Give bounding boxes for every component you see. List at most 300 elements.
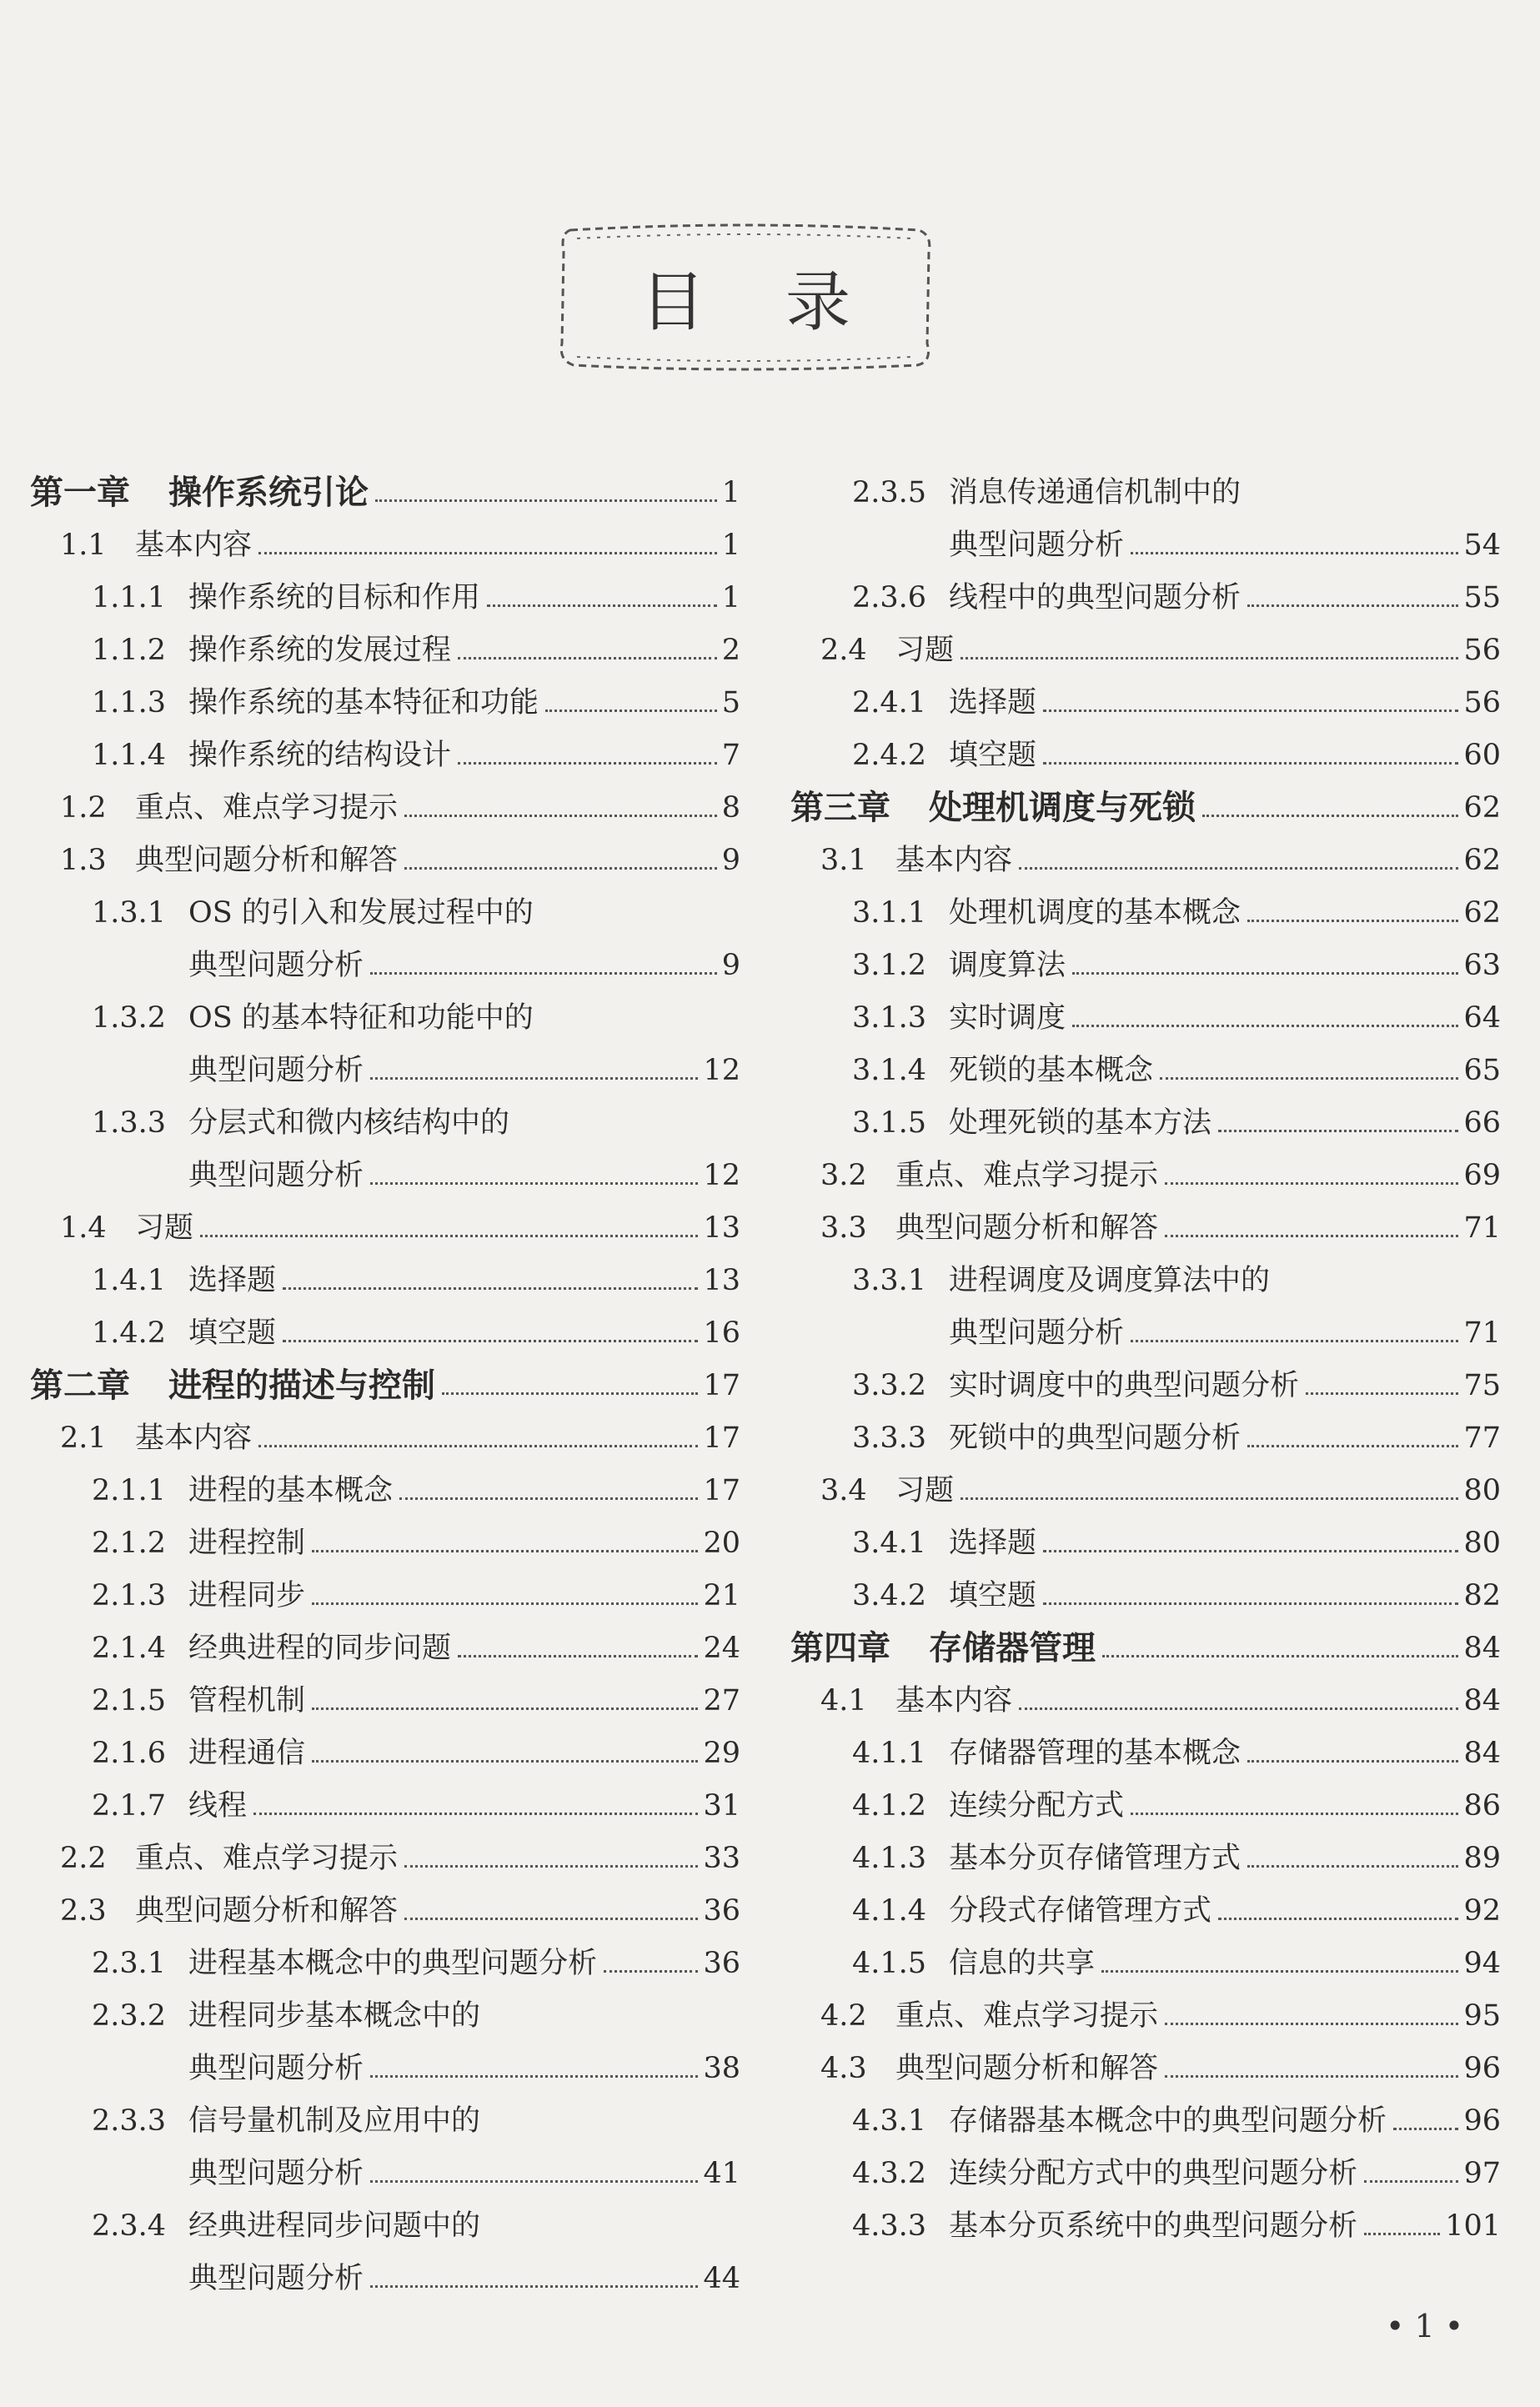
dot-leader xyxy=(1043,762,1458,765)
dot-leader xyxy=(1364,2180,1458,2183)
toc-entry-number: 1.1.4 xyxy=(92,739,167,772)
toc-entry-title: OS 的引入和发展过程中的 xyxy=(188,896,534,930)
toc-entry[interactable] xyxy=(30,1036,740,1089)
toc-entry-number: 1.3.3 xyxy=(92,1106,167,1140)
toc-entry-number: 3.4.2 xyxy=(852,1579,927,1612)
dot-leader xyxy=(1019,1707,1458,1710)
toc-entry[interactable] xyxy=(30,1667,740,1719)
toc-entry-page: 20 xyxy=(703,1527,740,1560)
toc-entry[interactable] xyxy=(30,2034,740,2087)
toc-entry[interactable] xyxy=(30,1404,740,1457)
toc-entry[interactable] xyxy=(30,1509,740,1562)
toc-entry-page: 17 xyxy=(703,1422,740,1455)
toc-entry-number: 3.3.2 xyxy=(852,1369,927,1402)
toc-entry[interactable] xyxy=(790,1982,1501,2034)
toc-entry-title: 习题 xyxy=(895,1474,955,1507)
dot-leader xyxy=(1043,1602,1458,1605)
toc-entry-page: 9 xyxy=(721,844,740,877)
toc-entry-page: 69 xyxy=(1463,1159,1501,1192)
toc-entry-title: 重点、难点学习提示 xyxy=(895,1999,1159,2033)
toc-entry-title: 操作系统的目标和作用 xyxy=(188,581,481,614)
toc-entry-number: 1.1 xyxy=(60,529,107,562)
toc-entry-page: 94 xyxy=(1463,1947,1501,1980)
dot-leader xyxy=(283,1340,698,1342)
toc-entry-number: 2.4 xyxy=(820,634,867,667)
toc-entry-page: 62 xyxy=(1463,844,1501,877)
toc-entry-page: 101 xyxy=(1445,2209,1501,2243)
toc-right-column xyxy=(790,459,1501,2244)
toc-entry[interactable] xyxy=(790,564,1501,616)
dot-leader xyxy=(604,1970,698,1973)
toc-entry-page: 7 xyxy=(721,739,740,772)
toc-entry[interactable] xyxy=(30,1772,740,1824)
title-char-1: 目 xyxy=(640,265,705,340)
toc-entry-title: 存储器管理 xyxy=(929,1629,1096,1667)
toc-entry-number: 4.1.4 xyxy=(852,1894,927,1928)
toc-entry[interactable] xyxy=(30,1457,740,1509)
toc-entry-page: 1 xyxy=(721,476,740,509)
toc-entry[interactable] xyxy=(30,1562,740,1614)
toc-entry-title: 操作系统的基本特征和功能 xyxy=(188,686,539,720)
toc-entry[interactable] xyxy=(790,1246,1501,1299)
toc-entry[interactable] xyxy=(790,2139,1501,2192)
toc-entry-title: 进程同步 xyxy=(188,1579,306,1612)
toc-entry-title: 典型问题分析 xyxy=(949,1316,1125,1350)
toc-entry-title: 典型问题分析和解答 xyxy=(895,1211,1159,1245)
toc-entry-number: 2.3.2 xyxy=(92,1999,167,2033)
toc-entry-title: 操作系统的结构设计 xyxy=(188,739,452,772)
toc-entry-page: 97 xyxy=(1463,2157,1501,2190)
dot-leader xyxy=(1247,604,1458,607)
dot-leader xyxy=(1165,2023,1458,2025)
toc-entry-number: 2.3.6 xyxy=(852,581,927,614)
toc-entry-title: 操作系统的发展过程 xyxy=(188,634,452,667)
toc-entry[interactable] xyxy=(30,1194,740,1246)
toc-entry-page: 13 xyxy=(703,1211,740,1245)
toc-entry-number: 1.4.1 xyxy=(92,1264,167,1297)
toc-entry-title: 基本分页系统中的典型问题分析 xyxy=(949,2209,1358,2243)
toc-entry-page: 62 xyxy=(1463,896,1501,930)
toc-entry[interactable] xyxy=(30,984,740,1036)
dot-leader xyxy=(370,2180,698,2183)
toc-entry-number: 1.2 xyxy=(60,791,107,825)
toc-entry[interactable] xyxy=(790,931,1501,984)
toc-entry-page: 63 xyxy=(1463,949,1501,982)
toc-entry[interactable] xyxy=(30,1982,740,2034)
toc-entry-page: 65 xyxy=(1463,1054,1501,1087)
toc-entry-page: 71 xyxy=(1463,1316,1501,1350)
toc-entry-page: 62 xyxy=(1463,791,1501,825)
toc-entry-title: 连续分配方式 xyxy=(949,1789,1125,1823)
dot-leader xyxy=(458,1655,698,1657)
toc-entry-number: 4.1.5 xyxy=(852,1947,927,1980)
toc-entry-title: 基本内容 xyxy=(895,844,1013,877)
toc-entry-number: 2.1.2 xyxy=(92,1527,167,1560)
toc-entry[interactable] xyxy=(30,2087,740,2139)
dot-leader xyxy=(370,1077,698,1080)
dot-leader xyxy=(258,1445,698,1447)
toc-entry-number: 4.1.1 xyxy=(852,1737,927,1770)
toc-entry-number: 2.1 xyxy=(60,1422,107,1455)
toc-entry[interactable] xyxy=(30,1614,740,1667)
toc-entry-page: 1 xyxy=(721,529,740,562)
page-number: • 1 • xyxy=(1386,2308,1464,2344)
dot-leader xyxy=(1218,1918,1458,1920)
dot-leader xyxy=(370,2075,698,2078)
toc-entry[interactable] xyxy=(30,1877,740,1929)
toc-entry-title: 典型问题分析 xyxy=(188,949,364,982)
toc-entry-page: 17 xyxy=(703,1369,740,1402)
toc-entry-page: 84 xyxy=(1463,1684,1501,1717)
toc-entry-number: 1.4.2 xyxy=(92,1316,167,1350)
toc-entry-title: 典型问题分析 xyxy=(949,529,1125,562)
dot-leader xyxy=(1218,1130,1458,1132)
toc-entry-title: 重点、难点学习提示 xyxy=(135,1842,399,1875)
toc-entry-title: 操作系统引论 xyxy=(168,474,369,512)
toc-entry-title: 进程控制 xyxy=(188,1527,306,1560)
toc-entry-page: 95 xyxy=(1463,1999,1501,2033)
toc-entry[interactable] xyxy=(790,879,1501,931)
toc-entry-title: 连续分配方式中的典型问题分析 xyxy=(949,2157,1358,2190)
toc-entry[interactable] xyxy=(790,1929,1501,1982)
toc-entry-page: 41 xyxy=(703,2157,740,2190)
dot-leader xyxy=(1131,552,1458,554)
toc-entry-page: 86 xyxy=(1463,1789,1501,1823)
toc-entry-page: 13 xyxy=(703,1264,740,1297)
dot-leader xyxy=(487,604,717,607)
toc-entry-number: 2.3 xyxy=(60,1894,107,1928)
toc-entry-number: 3.4 xyxy=(820,1474,867,1507)
toc-entry-page: 56 xyxy=(1463,634,1501,667)
toc-entry-page: 2 xyxy=(721,634,740,667)
toc-entry-number: 4.1 xyxy=(820,1684,867,1717)
toc-entry-number: 4.3.2 xyxy=(852,2157,927,2190)
toc-entry-page: 92 xyxy=(1463,1894,1501,1928)
toc-entry[interactable] xyxy=(790,459,1501,511)
toc-entry-title: 进程同步基本概念中的 xyxy=(188,1999,481,2033)
toc-entry[interactable] xyxy=(790,616,1501,669)
toc-entry-title: 填空题 xyxy=(188,1316,277,1350)
toc-entry[interactable] xyxy=(790,721,1501,774)
toc-entry-page: 60 xyxy=(1463,739,1501,772)
toc-entry[interactable] xyxy=(30,1824,740,1877)
toc-entry-page: 36 xyxy=(703,1894,740,1928)
toc-entry-page: 71 xyxy=(1463,1211,1501,1245)
toc-entry-page: 27 xyxy=(703,1684,740,1717)
toc-entry-number: 3.1 xyxy=(820,844,867,877)
toc-entry[interactable] xyxy=(790,511,1501,564)
toc-entry-title: 典型问题分析和解答 xyxy=(135,844,399,877)
toc-entry[interactable] xyxy=(30,879,740,931)
toc-entry[interactable] xyxy=(30,2139,740,2192)
dot-leader xyxy=(1202,815,1458,817)
toc-entry-title: 基本内容 xyxy=(895,1684,1013,1717)
toc-entry-number: 3.3.3 xyxy=(852,1422,927,1455)
toc-entry[interactable] xyxy=(790,2087,1501,2139)
toc-entry-title: 典型问题分析 xyxy=(188,2157,364,2190)
toc-chapter-entry[interactable] xyxy=(30,1351,740,1404)
toc-entry-page: 66 xyxy=(1463,1106,1501,1140)
toc-entry-number: 2.2 xyxy=(60,1842,107,1875)
toc-entry-number: 2.3.1 xyxy=(92,1947,167,1980)
toc-entry-title: 进程的描述与控制 xyxy=(168,1366,435,1405)
toc-entry[interactable] xyxy=(790,1824,1501,1877)
toc-entry-title: 管程机制 xyxy=(188,1684,306,1717)
toc-entry-title: 经典进程的同步问题 xyxy=(188,1632,452,1665)
dot-leader xyxy=(961,657,1458,659)
toc-entry-page: 80 xyxy=(1463,1474,1501,1507)
toc-entry-page: 64 xyxy=(1463,1001,1501,1035)
toc-entry-page: 44 xyxy=(703,2262,740,2295)
toc-entry[interactable] xyxy=(30,1089,740,1141)
dot-leader xyxy=(1101,1970,1458,1973)
dot-leader xyxy=(1072,972,1458,975)
dot-leader xyxy=(1165,2075,1458,2078)
toc-entry-title: 进程通信 xyxy=(188,1737,306,1770)
toc-left-column xyxy=(30,459,740,2297)
page-title xyxy=(552,218,939,375)
dot-leader xyxy=(404,867,717,870)
toc-entry-number: 第三章 xyxy=(790,789,890,827)
toc-entry-title: 习题 xyxy=(135,1211,194,1245)
toc-entry-number: 3.3.1 xyxy=(852,1264,927,1297)
toc-entry-number: 4.1.2 xyxy=(852,1789,927,1823)
dot-leader xyxy=(458,657,717,659)
dot-leader xyxy=(312,1760,698,1763)
toc-entry-number: 3.4.1 xyxy=(852,1527,927,1560)
toc-entry[interactable] xyxy=(30,1299,740,1351)
dot-leader xyxy=(442,1392,698,1395)
toc-entry[interactable] xyxy=(790,1719,1501,1772)
toc-entry[interactable] xyxy=(30,616,740,669)
dot-leader xyxy=(1131,1813,1458,1815)
dot-leader xyxy=(253,1813,698,1815)
toc-chapter-entry[interactable] xyxy=(790,1614,1501,1667)
dot-leader xyxy=(1019,867,1458,870)
toc-entry-page: 9 xyxy=(721,949,740,982)
toc-entry-page: 54 xyxy=(1463,529,1501,562)
toc-entry-page: 29 xyxy=(703,1737,740,1770)
dot-leader xyxy=(404,815,717,817)
toc-entry-title: 基本内容 xyxy=(135,529,253,562)
toc-entry-number: 第四章 xyxy=(790,1629,890,1667)
toc-entry-title: 信息的共享 xyxy=(949,1947,1096,1980)
toc-entry-number: 3.1.2 xyxy=(852,949,927,982)
toc-entry-page: 55 xyxy=(1463,581,1501,614)
toc-entry-title: 基本内容 xyxy=(135,1422,253,1455)
toc-entry-number: 1.1.2 xyxy=(92,634,167,667)
toc-entry-page: 21 xyxy=(703,1579,740,1612)
toc-entry-number: 2.1.4 xyxy=(92,1632,167,1665)
toc-entry-title: 存储器管理的基本概念 xyxy=(949,1737,1242,1770)
toc-entry[interactable] xyxy=(30,2192,740,2244)
toc-entry-number: 第一章 xyxy=(30,474,130,512)
toc-entry-page: 12 xyxy=(703,1159,740,1192)
dot-leader xyxy=(1306,1392,1458,1395)
toc-entry-number: 2.3.3 xyxy=(92,2104,167,2138)
toc-entry[interactable] xyxy=(790,1351,1501,1404)
dot-leader xyxy=(370,1182,698,1185)
toc-entry[interactable] xyxy=(30,1719,740,1772)
toc-entry-number: 2.3.4 xyxy=(92,2209,167,2243)
toc-entry-title: 调度算法 xyxy=(949,949,1066,982)
toc-entry-page: 5 xyxy=(721,686,740,720)
toc-entry[interactable] xyxy=(30,826,740,879)
toc-entry[interactable] xyxy=(790,984,1501,1036)
toc-entry-number: 1.1.3 xyxy=(92,686,167,720)
dot-leader xyxy=(370,972,717,975)
toc-entry-title: 处理机调度与死锁 xyxy=(929,789,1196,827)
toc-entry-title: 分段式存储管理方式 xyxy=(949,1894,1212,1928)
toc-entry-page: 84 xyxy=(1463,1737,1501,1770)
toc-entry-number: 3.1.5 xyxy=(852,1106,927,1140)
toc-entry[interactable] xyxy=(790,1772,1501,1824)
dot-leader xyxy=(399,1497,698,1500)
toc-entry[interactable] xyxy=(30,1929,740,1982)
toc-entry[interactable] xyxy=(30,2244,740,2297)
dot-leader xyxy=(961,1497,1458,1500)
toc-entry[interactable] xyxy=(790,1509,1501,1562)
toc-entry-number: 4.3 xyxy=(820,2052,867,2085)
toc-entry-page: 96 xyxy=(1463,2052,1501,2085)
toc-entry[interactable] xyxy=(790,1036,1501,1089)
toc-entry-page: 56 xyxy=(1463,686,1501,720)
toc-entry-title: 消息传递通信机制中的 xyxy=(949,476,1242,509)
dot-leader xyxy=(370,2285,698,2288)
dot-leader xyxy=(1160,1077,1458,1080)
toc-entry[interactable] xyxy=(30,511,740,564)
toc-entry[interactable] xyxy=(30,564,740,616)
toc-chapter-entry[interactable] xyxy=(30,459,740,511)
dot-leader xyxy=(200,1235,698,1237)
toc-entry[interactable] xyxy=(790,2034,1501,2087)
toc-entry-page: 77 xyxy=(1463,1422,1501,1455)
toc-entry-number: 2.4.1 xyxy=(852,686,927,720)
toc-entry-title: 基本分页存储管理方式 xyxy=(949,1842,1242,1875)
toc-entry-page: 80 xyxy=(1463,1527,1501,1560)
toc-entry-title: 典型问题分析和解答 xyxy=(135,1894,399,1928)
toc-entry-page: 96 xyxy=(1463,2104,1501,2138)
toc-entry[interactable] xyxy=(790,1404,1501,1457)
toc-entry-number: 4.2 xyxy=(820,1999,867,2033)
toc-entry-number: 4.3.3 xyxy=(852,2209,927,2243)
toc-entry-title: 重点、难点学习提示 xyxy=(895,1159,1159,1192)
toc-entry-number: 3.2 xyxy=(820,1159,867,1192)
toc-entry-page: 89 xyxy=(1463,1842,1501,1875)
dot-leader xyxy=(1247,1865,1458,1868)
dot-leader xyxy=(404,1918,698,1920)
toc-entry[interactable] xyxy=(790,1194,1501,1246)
toc-entry-number: 1.4 xyxy=(60,1211,107,1245)
toc-entry-title: 典型问题分析 xyxy=(188,1159,364,1192)
toc-entry-page: 31 xyxy=(703,1789,740,1823)
toc-entry-title: OS 的基本特征和功能中的 xyxy=(188,1001,534,1035)
toc-entry[interactable] xyxy=(790,1877,1501,1929)
dot-leader xyxy=(1072,1025,1458,1027)
toc-entry-number: 2.1.6 xyxy=(92,1737,167,1770)
toc-entry-page: 82 xyxy=(1463,1579,1501,1612)
toc-entry[interactable] xyxy=(30,1246,740,1299)
toc-entry-title: 选择题 xyxy=(188,1264,277,1297)
toc-entry-title: 处理机调度的基本概念 xyxy=(949,896,1242,930)
toc-entry[interactable] xyxy=(790,1457,1501,1509)
dot-leader xyxy=(1247,1445,1458,1447)
toc-entry-number: 2.1.5 xyxy=(92,1684,167,1717)
toc-entry-title: 线程 xyxy=(188,1789,248,1823)
dot-leader xyxy=(283,1287,698,1290)
toc-entry-number: 3.1.3 xyxy=(852,1001,927,1035)
toc-entry-number: 3.1.4 xyxy=(852,1054,927,1087)
toc-entry-page: 17 xyxy=(703,1474,740,1507)
toc-entry[interactable] xyxy=(790,1141,1501,1194)
toc-entry[interactable] xyxy=(790,669,1501,721)
toc-entry-title: 习题 xyxy=(895,634,955,667)
toc-entry[interactable] xyxy=(790,1562,1501,1614)
toc-entry-number: 4.1.3 xyxy=(852,1842,927,1875)
toc-entry-page: 16 xyxy=(703,1316,740,1350)
toc-entry-page: 8 xyxy=(721,791,740,825)
toc-entry-number: 3.3 xyxy=(820,1211,867,1245)
dot-leader xyxy=(1393,2128,1458,2130)
toc-entry[interactable] xyxy=(790,1089,1501,1141)
toc-entry-number: 1.3 xyxy=(60,844,107,877)
toc-entry[interactable] xyxy=(790,826,1501,879)
toc-entry-number: 2.3.5 xyxy=(852,476,927,509)
toc-entry-title: 选择题 xyxy=(949,1527,1037,1560)
toc-entry-title: 填空题 xyxy=(949,739,1037,772)
toc-entry-page: 12 xyxy=(703,1054,740,1087)
toc-entry-page: 75 xyxy=(1463,1369,1501,1402)
toc-entry[interactable] xyxy=(790,2192,1501,2244)
toc-entry-number: 1.3.1 xyxy=(92,896,167,930)
toc-entry-title: 信号量机制及应用中的 xyxy=(188,2104,481,2138)
toc-entry-number: 2.1.7 xyxy=(92,1789,167,1823)
toc-entry-title: 死锁的基本概念 xyxy=(949,1054,1154,1087)
toc-entry[interactable] xyxy=(30,931,740,984)
toc-entry-title: 典型问题分析和解答 xyxy=(895,2052,1159,2085)
toc-chapter-entry[interactable] xyxy=(790,774,1501,826)
toc-entry-title: 进程调度及调度算法中的 xyxy=(949,1264,1271,1297)
dot-leader xyxy=(1102,1655,1458,1657)
toc-entry-number: 2.1.3 xyxy=(92,1579,167,1612)
dot-leader xyxy=(1247,1760,1458,1763)
toc-entry-title: 处理死锁的基本方法 xyxy=(949,1106,1212,1140)
toc-entry-title: 分层式和微内核结构中的 xyxy=(188,1106,510,1140)
toc-entry[interactable] xyxy=(30,669,740,721)
toc-entry-title: 典型问题分析 xyxy=(188,2052,364,2085)
toc-entry-title: 经典进程同步问题中的 xyxy=(188,2209,481,2243)
toc-entry-number: 3.1.1 xyxy=(852,896,927,930)
toc-entry[interactable] xyxy=(30,774,740,826)
toc-entry[interactable] xyxy=(790,1667,1501,1719)
toc-entry-title: 典型问题分析 xyxy=(188,1054,364,1087)
dot-leader xyxy=(258,552,717,554)
toc-entry-title: 填空题 xyxy=(949,1579,1037,1612)
toc-entry[interactable] xyxy=(790,1299,1501,1351)
dot-leader xyxy=(1247,920,1458,922)
title-char-2: 录 xyxy=(785,265,851,340)
toc-entry-title: 线程中的典型问题分析 xyxy=(949,581,1242,614)
toc-entry[interactable] xyxy=(30,721,740,774)
toc-entry-page: 36 xyxy=(703,1947,740,1980)
toc-entry[interactable] xyxy=(30,1141,740,1194)
toc-entry-number: 4.3.1 xyxy=(852,2104,927,2138)
dot-leader xyxy=(458,762,717,765)
dot-leader xyxy=(1364,2233,1440,2235)
dot-leader xyxy=(1131,1340,1458,1342)
toc-entry-number: 2.4.2 xyxy=(852,739,927,772)
toc-entry-number: 2.1.1 xyxy=(92,1474,167,1507)
